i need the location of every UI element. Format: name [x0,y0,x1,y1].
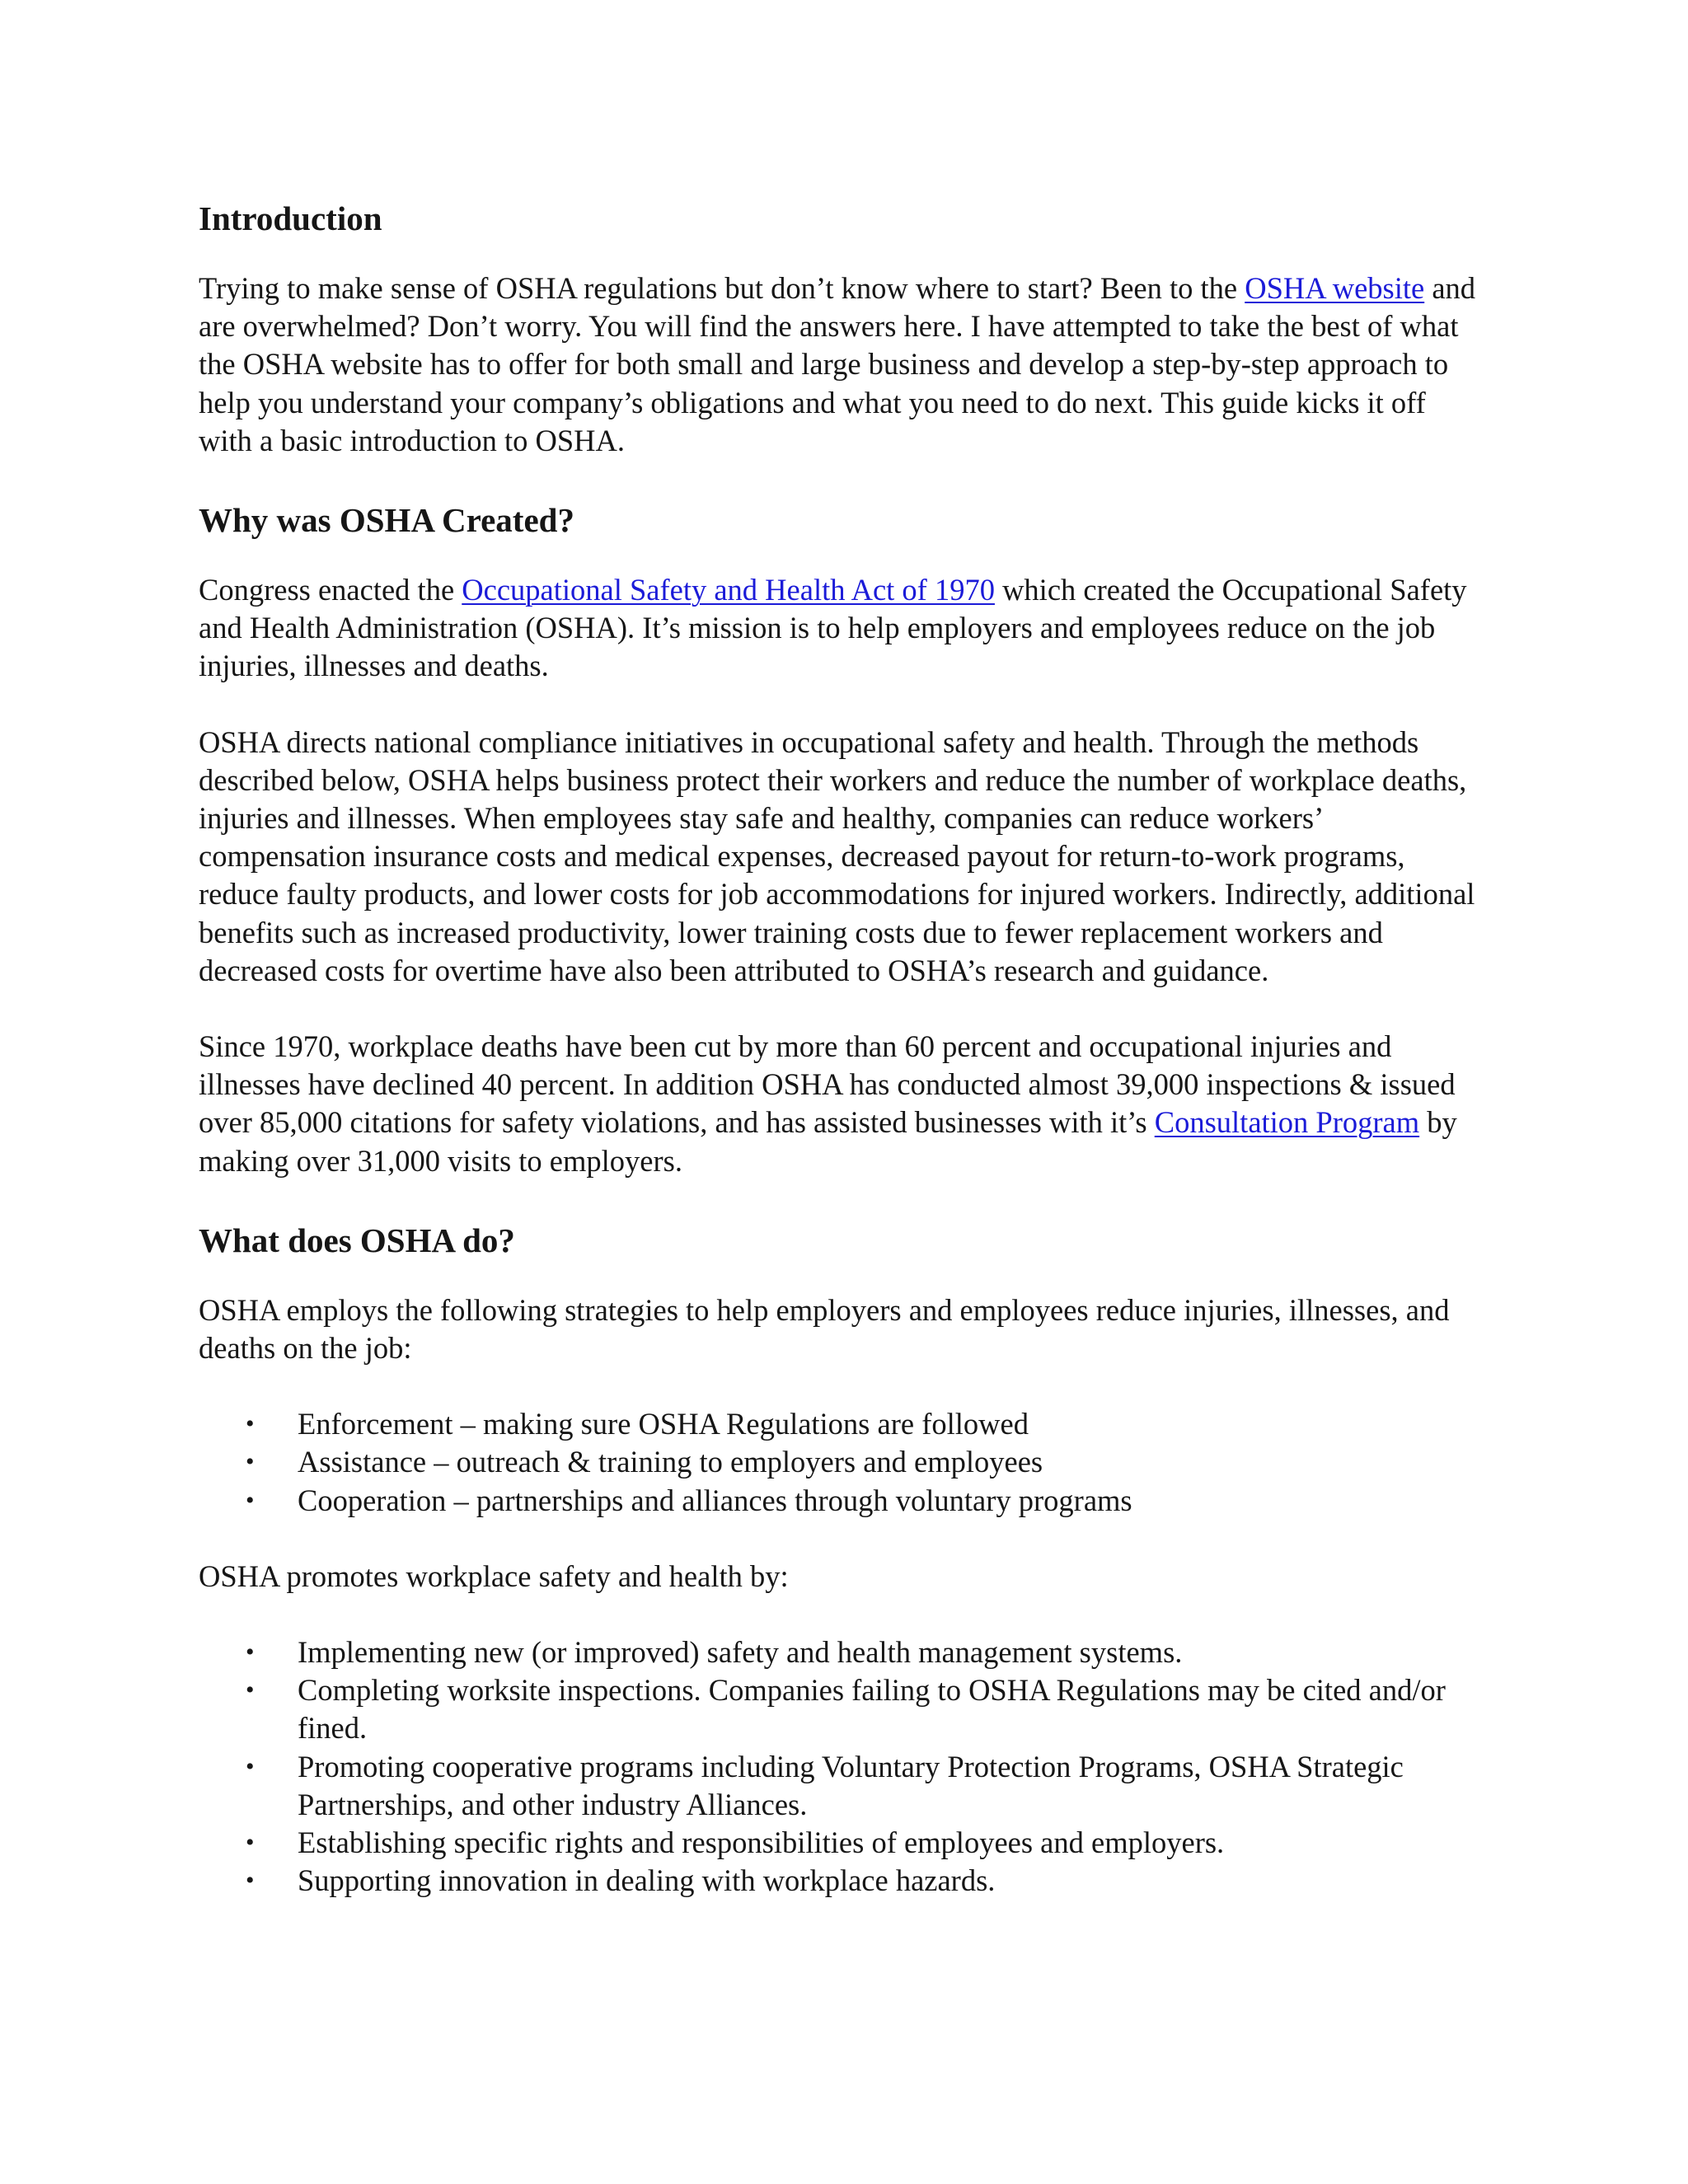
congress-paragraph [199,571,1484,686]
statistics-text-start: Since 1970, workplace deaths have been cut by more than 60 percent and occupational injuries and illnesses have declined 40 percent. In addition OSHA has conducted almost 39,000 inspections & issued over 85,000 citations for safety violations, and has assisted businesses with it’s [199,1029,1456,1140]
intro-paragraph [199,269,1484,460]
bullet-icon: • [246,1486,255,1514]
list-item-text: Assistance – outreach & training to employers and employees [298,1445,1043,1479]
statistics-paragraph [199,1028,1484,1180]
congress-text-start: Congress enacted the [199,573,462,607]
compliance-paragraph: OSHA directs national compliance initiatives in occupational safety and health. Through the methods described below, OSHA helps business protect their workers and reduce the number of workplace deaths, injuries and illnesses. When employees stay safe and healthy, companies can reduce workers’ compensation insurance costs and medical expenses, decreased payout for return-to-work programs, reduce faulty products, and lower costs for job accommodations for injured workers. Indirectly, additional benefits such as increased productivity, lower training costs due to fewer replacement workers and decreased costs for overtime have also been attributed to OSHA’s research and guidance. [199,724,1475,987]
heading-why-osha-created: Why was OSHA Created? [199,501,574,540]
bullet-icon: • [246,1410,255,1438]
heading-what-does-osha-do: What does OSHA do? [199,1221,515,1259]
list-item [199,1443,1484,1481]
bullet-icon: • [246,1676,255,1704]
list-item-text: Supporting innovation in dealing with workplace hazards. [298,1863,996,1898]
bullet-icon: • [246,1752,255,1780]
promotes-intro-paragraph: OSHA promotes workplace safety and health by: [199,1558,789,1593]
osha-website-link[interactable]: OSHA website [1245,271,1425,305]
list-item [199,1671,1484,1747]
strategies-list [199,1405,1484,1520]
list-item-text: Completing worksite inspections. Companies failing to OSHA Regulations may be cited and/or fined. [298,1673,1446,1746]
congress-text-end: which created the Occupational Safety and Health Administration (OSHA). It’s mission is to help employers and employees reduce on the job injuries, illnesses and deaths. [199,573,1467,683]
list-item-text: Enforcement – making sure OSHA Regulations are followed [298,1407,1029,1441]
list-item-text: Establishing specific rights and responsibilities of employees and employers. [298,1825,1225,1860]
list-item [199,1824,1484,1862]
promotions-list [199,1633,1484,1900]
list-item [199,1862,1484,1900]
osh-act-1970-link[interactable]: Occupational Safety and Health Act of 1970 [462,573,995,607]
bullet-icon: • [246,1829,255,1857]
heading-introduction: Introduction [199,199,382,237]
statistics-text-end: by making over 31,000 visits to employers. [199,1105,1457,1178]
list-item [199,1482,1484,1520]
bullet-icon: • [246,1867,255,1895]
strategies-intro-paragraph: OSHA employs the following strategies to help employers and employees reduce injuries, illnesses, and deaths on the job: [199,1292,1450,1366]
intro-text-start: Trying to make sense of OSHA regulations but don’t know where to start? Been to the [199,271,1245,305]
list-item [199,1748,1484,1824]
bullet-icon: • [246,1638,255,1666]
bullet-icon: • [246,1448,255,1476]
list-item [199,1633,1484,1671]
list-item [199,1405,1484,1443]
list-item-text: Cooperation – partnerships and alliances through voluntary programs [298,1483,1132,1517]
list-item-text: Implementing new (or improved) safety and health management systems. [298,1635,1183,1670]
document-page [199,196,1484,1938]
consultation-program-link[interactable]: Consultation Program [1154,1105,1420,1140]
list-item-text: Promoting cooperative programs including Voluntary Protection Programs, OSHA Strategic Partnerships, and other industry Alliances. [298,1749,1404,1821]
intro-text-end: and are overwhelmed? Don’t worry. You will find the answers here. I have attempted to take the best of what the OSHA website has to offer for both small and large business and develop a step-by-step approach to help you understand your company’s obligations and what you need to do next. This guide kicks it off with a basic introduction to OSHA. [199,271,1476,457]
